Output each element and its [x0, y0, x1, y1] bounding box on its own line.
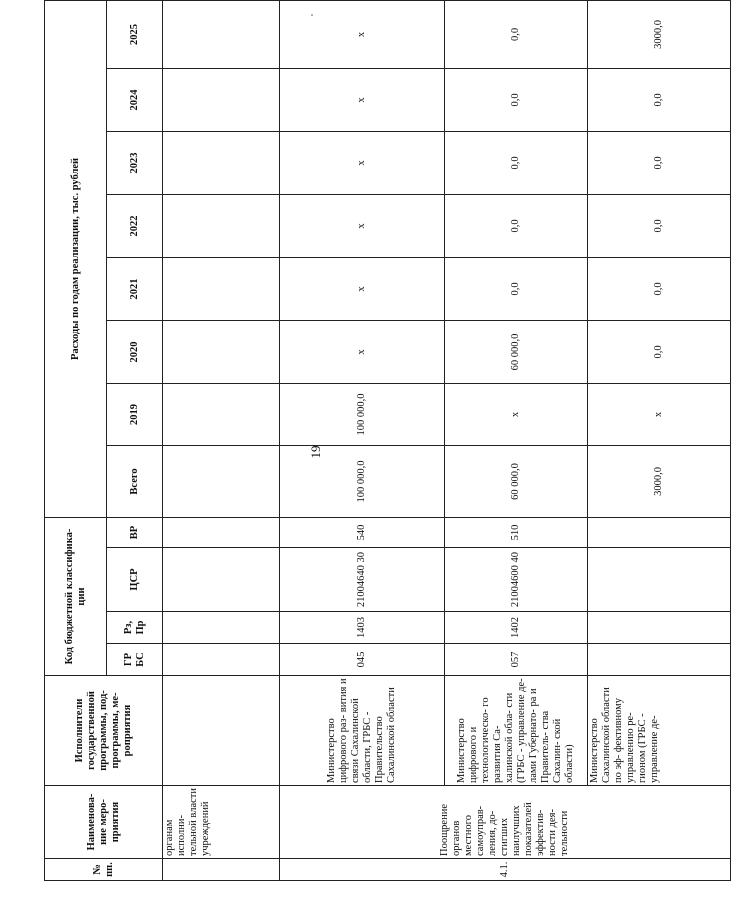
col-header-name: Наименова- ние меро- приятия [45, 786, 163, 859]
col-header-2020: 2020 [107, 320, 163, 383]
cell-total: 100 000,0 [280, 445, 445, 517]
cell-vr [588, 517, 731, 547]
cell-2021: 0,0 [588, 257, 731, 320]
cell-2019 [163, 383, 280, 445]
col-header-total: Всего [107, 445, 163, 517]
col-header-csr: ЦСР [107, 548, 163, 612]
col-header-grbs: ГР БС [107, 644, 163, 676]
cell-2023: х [280, 131, 445, 194]
cell-num [163, 859, 280, 881]
table-row [445, 0, 588, 880]
cell-2024: х [280, 68, 445, 131]
cell-csr [588, 548, 731, 612]
cell-2023: 0,0 [588, 131, 731, 194]
col-header-rzpr: Рз, Пр [107, 612, 163, 644]
col-header-2025: 2025 [107, 0, 163, 68]
col-header-executors: Исполнители государственной программы, под- программы, ме- роприятия [45, 676, 163, 786]
cell-2022: х [280, 194, 445, 257]
cell-total: 60 000,0 [445, 445, 588, 517]
cell-2024: 0,0 [588, 68, 731, 131]
cell-csr [163, 548, 280, 612]
col-header-budget-code: Код бюджетной классифика- ции [45, 517, 107, 675]
cell-2024: 0,0 [445, 68, 588, 131]
cell-2023: 0,0 [445, 131, 588, 194]
col-header-vr: ВР [107, 517, 163, 547]
cell-2022 [163, 194, 280, 257]
cell-2021: 0,0 [445, 257, 588, 320]
table-row [588, 0, 731, 880]
cell-2023 [163, 131, 280, 194]
cell-2020: х [280, 320, 445, 383]
cell-2019: х [445, 383, 588, 445]
cell-2022: 0,0 [445, 194, 588, 257]
table-row [163, 0, 280, 880]
cell-vr [163, 517, 280, 547]
cell-executor: Министерство цифрового раз- вития и связи Сахалинской области, ГРБС - Правительство Сахалинской области [280, 676, 445, 786]
scan-speck [311, 14, 313, 16]
cell-2025 [163, 0, 280, 68]
col-header-2023: 2023 [107, 131, 163, 194]
cell-2025: 3000,0 [588, 0, 731, 68]
cell-num: 4.1. [280, 859, 731, 881]
cell-2022: 0,0 [588, 194, 731, 257]
cell-name: органам исполни- тельной власти учреждений [163, 786, 280, 859]
cell-2025: х [280, 0, 445, 68]
table-row [280, 0, 445, 880]
cell-2020: 60 000,0 [445, 320, 588, 383]
cell-2024 [163, 68, 280, 131]
cell-rzpr: 1402 [445, 612, 588, 644]
cell-2021 [163, 257, 280, 320]
cell-2020 [163, 320, 280, 383]
cell-vr: 540 [280, 517, 445, 547]
col-header-expenses: Расходы по годам реализации, тыс. рублей [45, 0, 107, 517]
cell-grbs: 045 [280, 644, 445, 676]
cell-2019: х [588, 383, 731, 445]
rotated-table-wrapper [44, 1, 664, 881]
cell-grbs [163, 644, 280, 676]
cell-rzpr: 1403 [280, 612, 445, 644]
col-header-num: № пп. [45, 859, 163, 881]
cell-executor: Министерство цифрового и технологическо- го развития Са- халинской обла- сти (ГРБС - управление де- лами Губернато- ра и Правитель- ства Сахалин- ской области) [445, 676, 588, 786]
cell-grbs: 057 [445, 644, 588, 676]
col-header-2024: 2024 [107, 68, 163, 131]
table-header-row [45, 0, 107, 880]
budget-table [44, 0, 731, 881]
cell-2021: х [280, 257, 445, 320]
col-header-2021: 2021 [107, 257, 163, 320]
cell-vr: 510 [445, 517, 588, 547]
cell-csr: 21004600 40 [445, 548, 588, 612]
cell-rzpr [163, 612, 280, 644]
cell-executor [163, 676, 280, 786]
cell-total: 3000,0 [588, 445, 731, 517]
cell-2019: 100 000,0 [280, 383, 445, 445]
cell-total [163, 445, 280, 517]
col-header-2019: 2019 [107, 383, 163, 445]
cell-2025: 0,0 [445, 0, 588, 68]
cell-2020: 0,0 [588, 320, 731, 383]
cell-csr: 21004640 30 [280, 548, 445, 612]
cell-grbs [588, 644, 731, 676]
cell-executor: Министерство Сахалинской области по эф- фективному управлению ре- гионом (ГРБС - управление де- [588, 676, 731, 786]
cell-rzpr [588, 612, 731, 644]
cell-name: Поощрение органов местного самоуправ- ления, до- стигших наилучших показателей эффектив- ности дея- тельности [280, 786, 731, 859]
page-number: 19 [308, 445, 323, 459]
col-header-2022: 2022 [107, 194, 163, 257]
